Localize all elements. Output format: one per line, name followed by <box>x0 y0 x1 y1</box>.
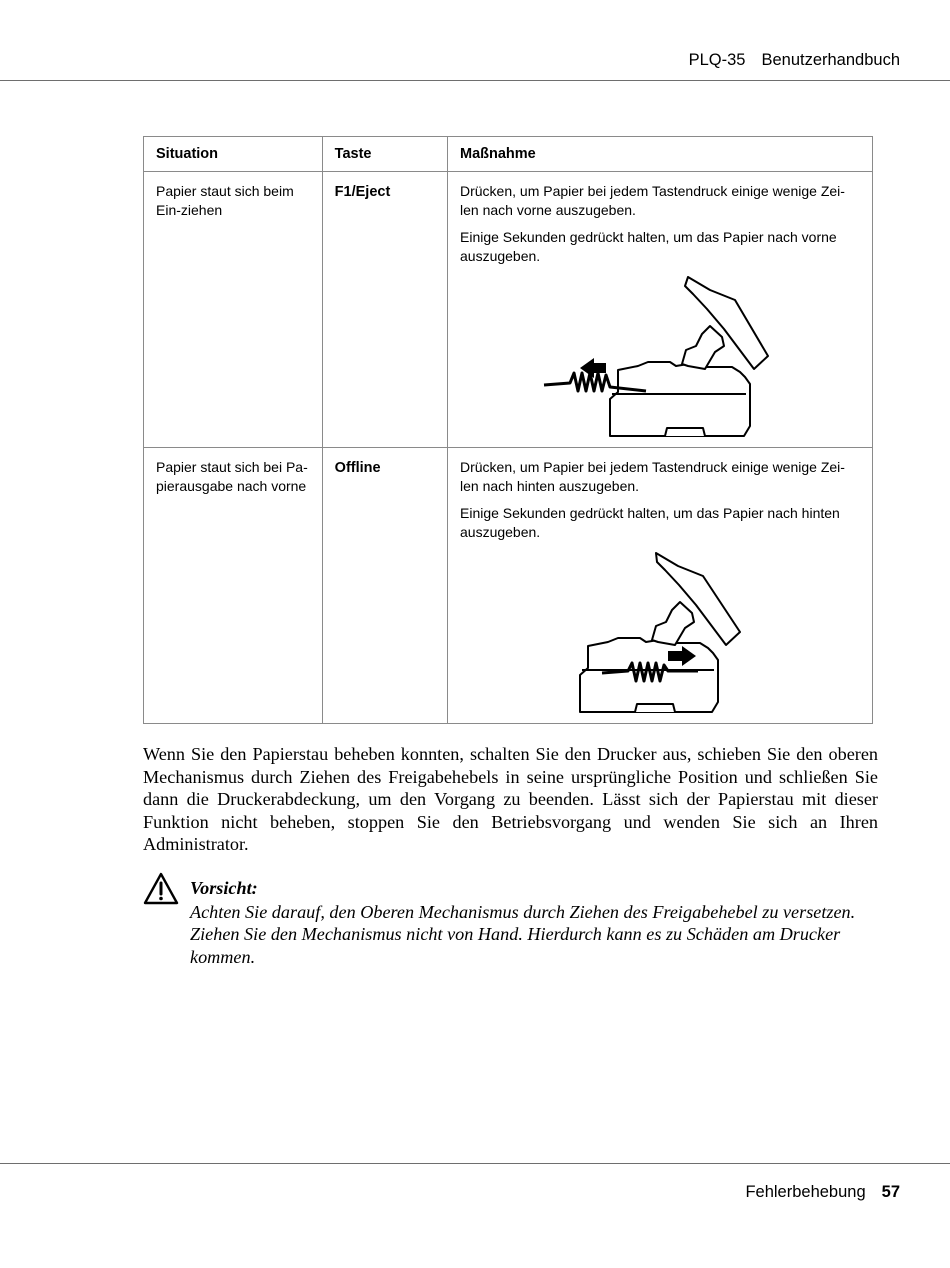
page-footer-rule <box>0 1163 950 1164</box>
header-situation: Situation <box>144 137 323 172</box>
header-text <box>689 51 900 70</box>
printer-backward-eject-illustration <box>460 550 860 722</box>
situation-cell: Papier staut sich beim Ein-ziehen <box>144 172 323 448</box>
body-paragraph: Wenn Sie den Papierstau beheben konnten, schalten Sie den Drucker aus, schieben Sie den oberen Mechanismus durch Ziehen des Freigabehebels in seine ursprüngliche Position und schließen Sie dann die Druckerabdeckung, um den Vorgang zu beenden. Lässt sich der Papierstau mit dieser Funktion nicht beheben, stoppen Sie den Betriebsvorgang und wenden Sie sich an Ihren Administrator. <box>143 744 878 855</box>
action-cell <box>448 172 873 448</box>
header-title: Benutzerhandbuch <box>761 51 900 69</box>
action-text-press: Drücken, um Papier bei jedem Tastendruck einige wenige Zei-len nach hinten auszugeben. <box>460 459 845 494</box>
caution-text: Achten Sie darauf, den Oberen Mechanismus durch Ziehen des Freigabehebel zu versetzen. Ziehen Sie den Mechanismus nicht von Hand. Hierdurch kann es zu Schäden am Drucker kommen. <box>190 902 856 967</box>
printer-forward-eject-illustration <box>460 274 860 446</box>
table-row <box>144 172 873 448</box>
header-key: Taste <box>322 137 447 172</box>
action-text-hold: Einige Sekunden gedrückt halten, um das Papier nach vorne auszugeben. <box>460 229 837 264</box>
key-label: F1/Eject <box>334 184 391 200</box>
table-row <box>144 448 873 724</box>
warning-triangle-icon <box>143 872 179 906</box>
action-cell <box>448 448 873 724</box>
table-header-row <box>144 137 873 172</box>
header-product: PLQ-35 <box>688 51 746 69</box>
situation-cell: Papier staut sich bei Pa-pierausgabe nach vorne <box>144 448 323 724</box>
page-footer <box>745 1183 900 1202</box>
key-cell <box>322 172 447 448</box>
action-text-hold: Einige Sekunden gedrückt halten, um das Papier nach hinten auszugeben. <box>460 505 840 540</box>
header-action: Maßnahme <box>448 137 873 172</box>
footer-section: Fehlerbehebung <box>745 1183 866 1201</box>
key-label: Offline <box>334 460 381 476</box>
page-number: 57 <box>881 1183 900 1201</box>
action-text-press: Drücken, um Papier bei jedem Tastendruck einige wenige Zei-len nach vorne auszugeben. <box>460 183 845 218</box>
key-cell <box>322 448 447 724</box>
caution-title: Vorsicht: <box>190 878 258 898</box>
key-function-table <box>143 136 873 724</box>
